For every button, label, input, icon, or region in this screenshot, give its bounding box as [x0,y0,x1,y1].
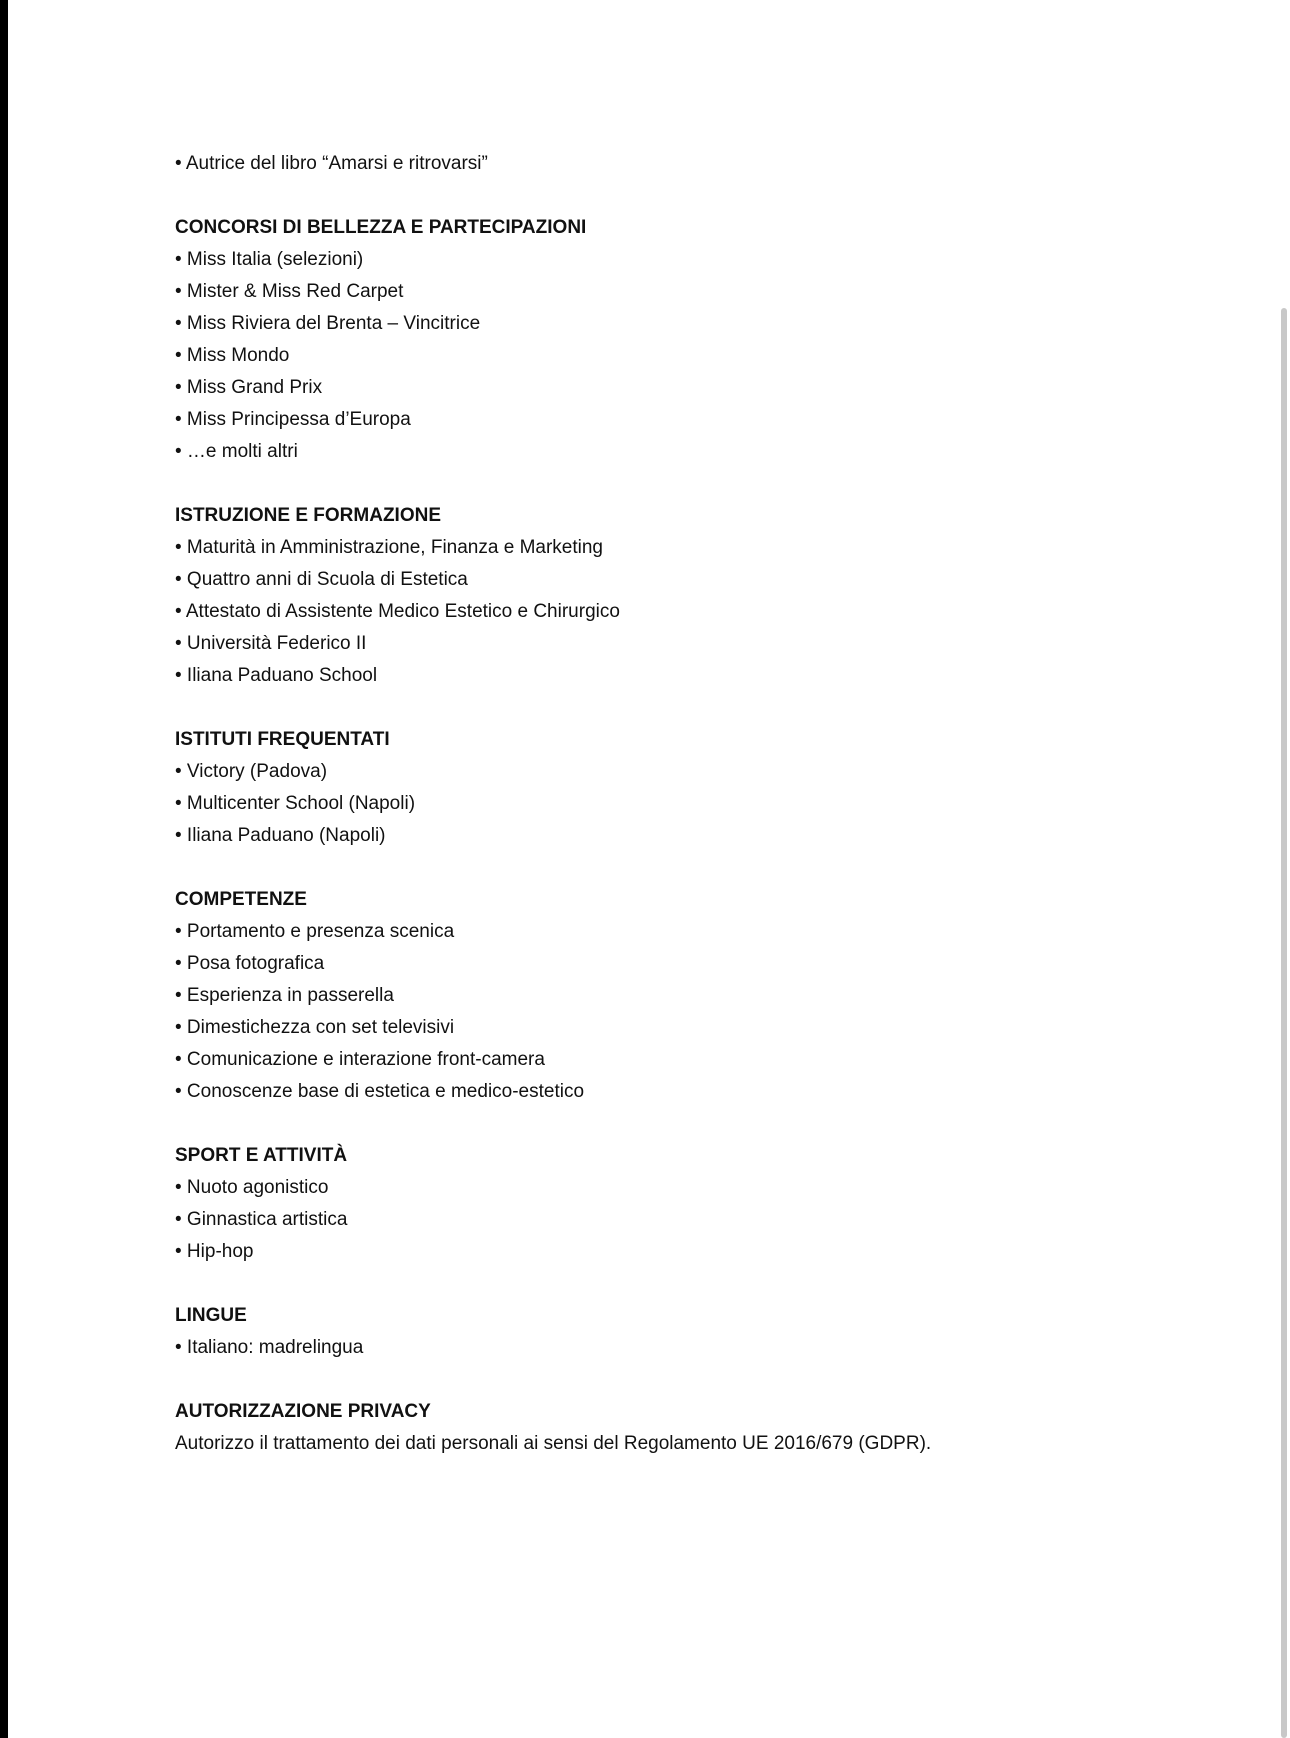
list-item: • Maturità in Amministrazione, Finanza e Marketing [175,537,603,558]
list-item: • Conoscenze base di estetica e medico-estetico [175,1081,585,1102]
list-item: • Victory (Padova) [175,761,328,782]
section-istruzione [175,500,1235,692]
section-heading: SPORT E ATTIVITÀ [175,1145,348,1166]
spacer [175,180,1235,212]
list-item: • Iliana Paduano (Napoli) [175,825,386,846]
list-item: • Hip-hop [175,1241,254,1262]
spacer [175,852,1235,884]
spacer [175,692,1235,724]
section-heading: COMPETENZE [175,889,307,910]
section-heading: ISTRUZIONE E FORMAZIONE [175,505,441,526]
list-item: • Portamento e presenza scenica [175,921,455,942]
spacer [175,1108,1235,1140]
section-heading: LINGUE [175,1305,247,1326]
section-competenze [175,884,1235,1108]
list-item: • Mister & Miss Red Carpet [175,281,404,302]
list-item: • Esperienza in passerella [175,985,394,1006]
spacer [175,468,1235,500]
section-heading: ISTITUTI FREQUENTATI [175,729,390,750]
list-item: • Italiano: madrelingua [175,1337,364,1358]
spacer [175,1268,1235,1300]
section-lingue [175,1300,1235,1364]
section-heading: AUTORIZZAZIONE PRIVACY [175,1401,431,1422]
page-edge [0,0,8,1738]
list-item: • Miss Principessa d’Europa [175,409,411,430]
list-item: • Ginnastica artistica [175,1209,348,1230]
document-content [175,148,1235,1460]
list-item: • Dimestichezza con set televisivi [175,1017,455,1038]
list-item: • Iliana Paduano School [175,665,378,686]
list-item: • Comunicazione e interazione front-camera [175,1049,545,1070]
list-item: • Università Federico II [175,633,367,654]
list-item: • Attestato di Assistente Medico Estetico e Chirurgico [175,601,620,622]
intro-line: • Autrice del libro “Amarsi e ritrovarsi” [175,153,488,174]
scrollbar-track[interactable] [1276,0,1290,1738]
list-item: • …e molti altri [175,441,298,462]
section-istituti [175,724,1235,852]
section-heading: CONCORSI DI BELLEZZA E PARTECIPAZIONI [175,217,587,238]
list-item: • Miss Italia (selezioni) [175,249,364,270]
list-item: • Miss Grand Prix [175,377,323,398]
spacer [175,1364,1235,1396]
list-item: • Miss Mondo [175,345,290,366]
list-item: • Nuoto agonistico [175,1177,329,1198]
scrollbar-thumb[interactable] [1281,308,1287,1738]
section-sport [175,1140,1235,1268]
privacy-text: Autorizzo il trattamento dei dati personali ai sensi del Regolamento UE 2016/679 (GDPR). [175,1433,932,1454]
section-concorsi [175,212,1235,468]
list-item: • Quattro anni di Scuola di Estetica [175,569,468,590]
list-item: • Miss Riviera del Brenta – Vincitrice [175,313,481,334]
section-privacy [175,1396,1235,1460]
list-item: • Multicenter School (Napoli) [175,793,416,814]
list-item: • Posa fotografica [175,953,325,974]
